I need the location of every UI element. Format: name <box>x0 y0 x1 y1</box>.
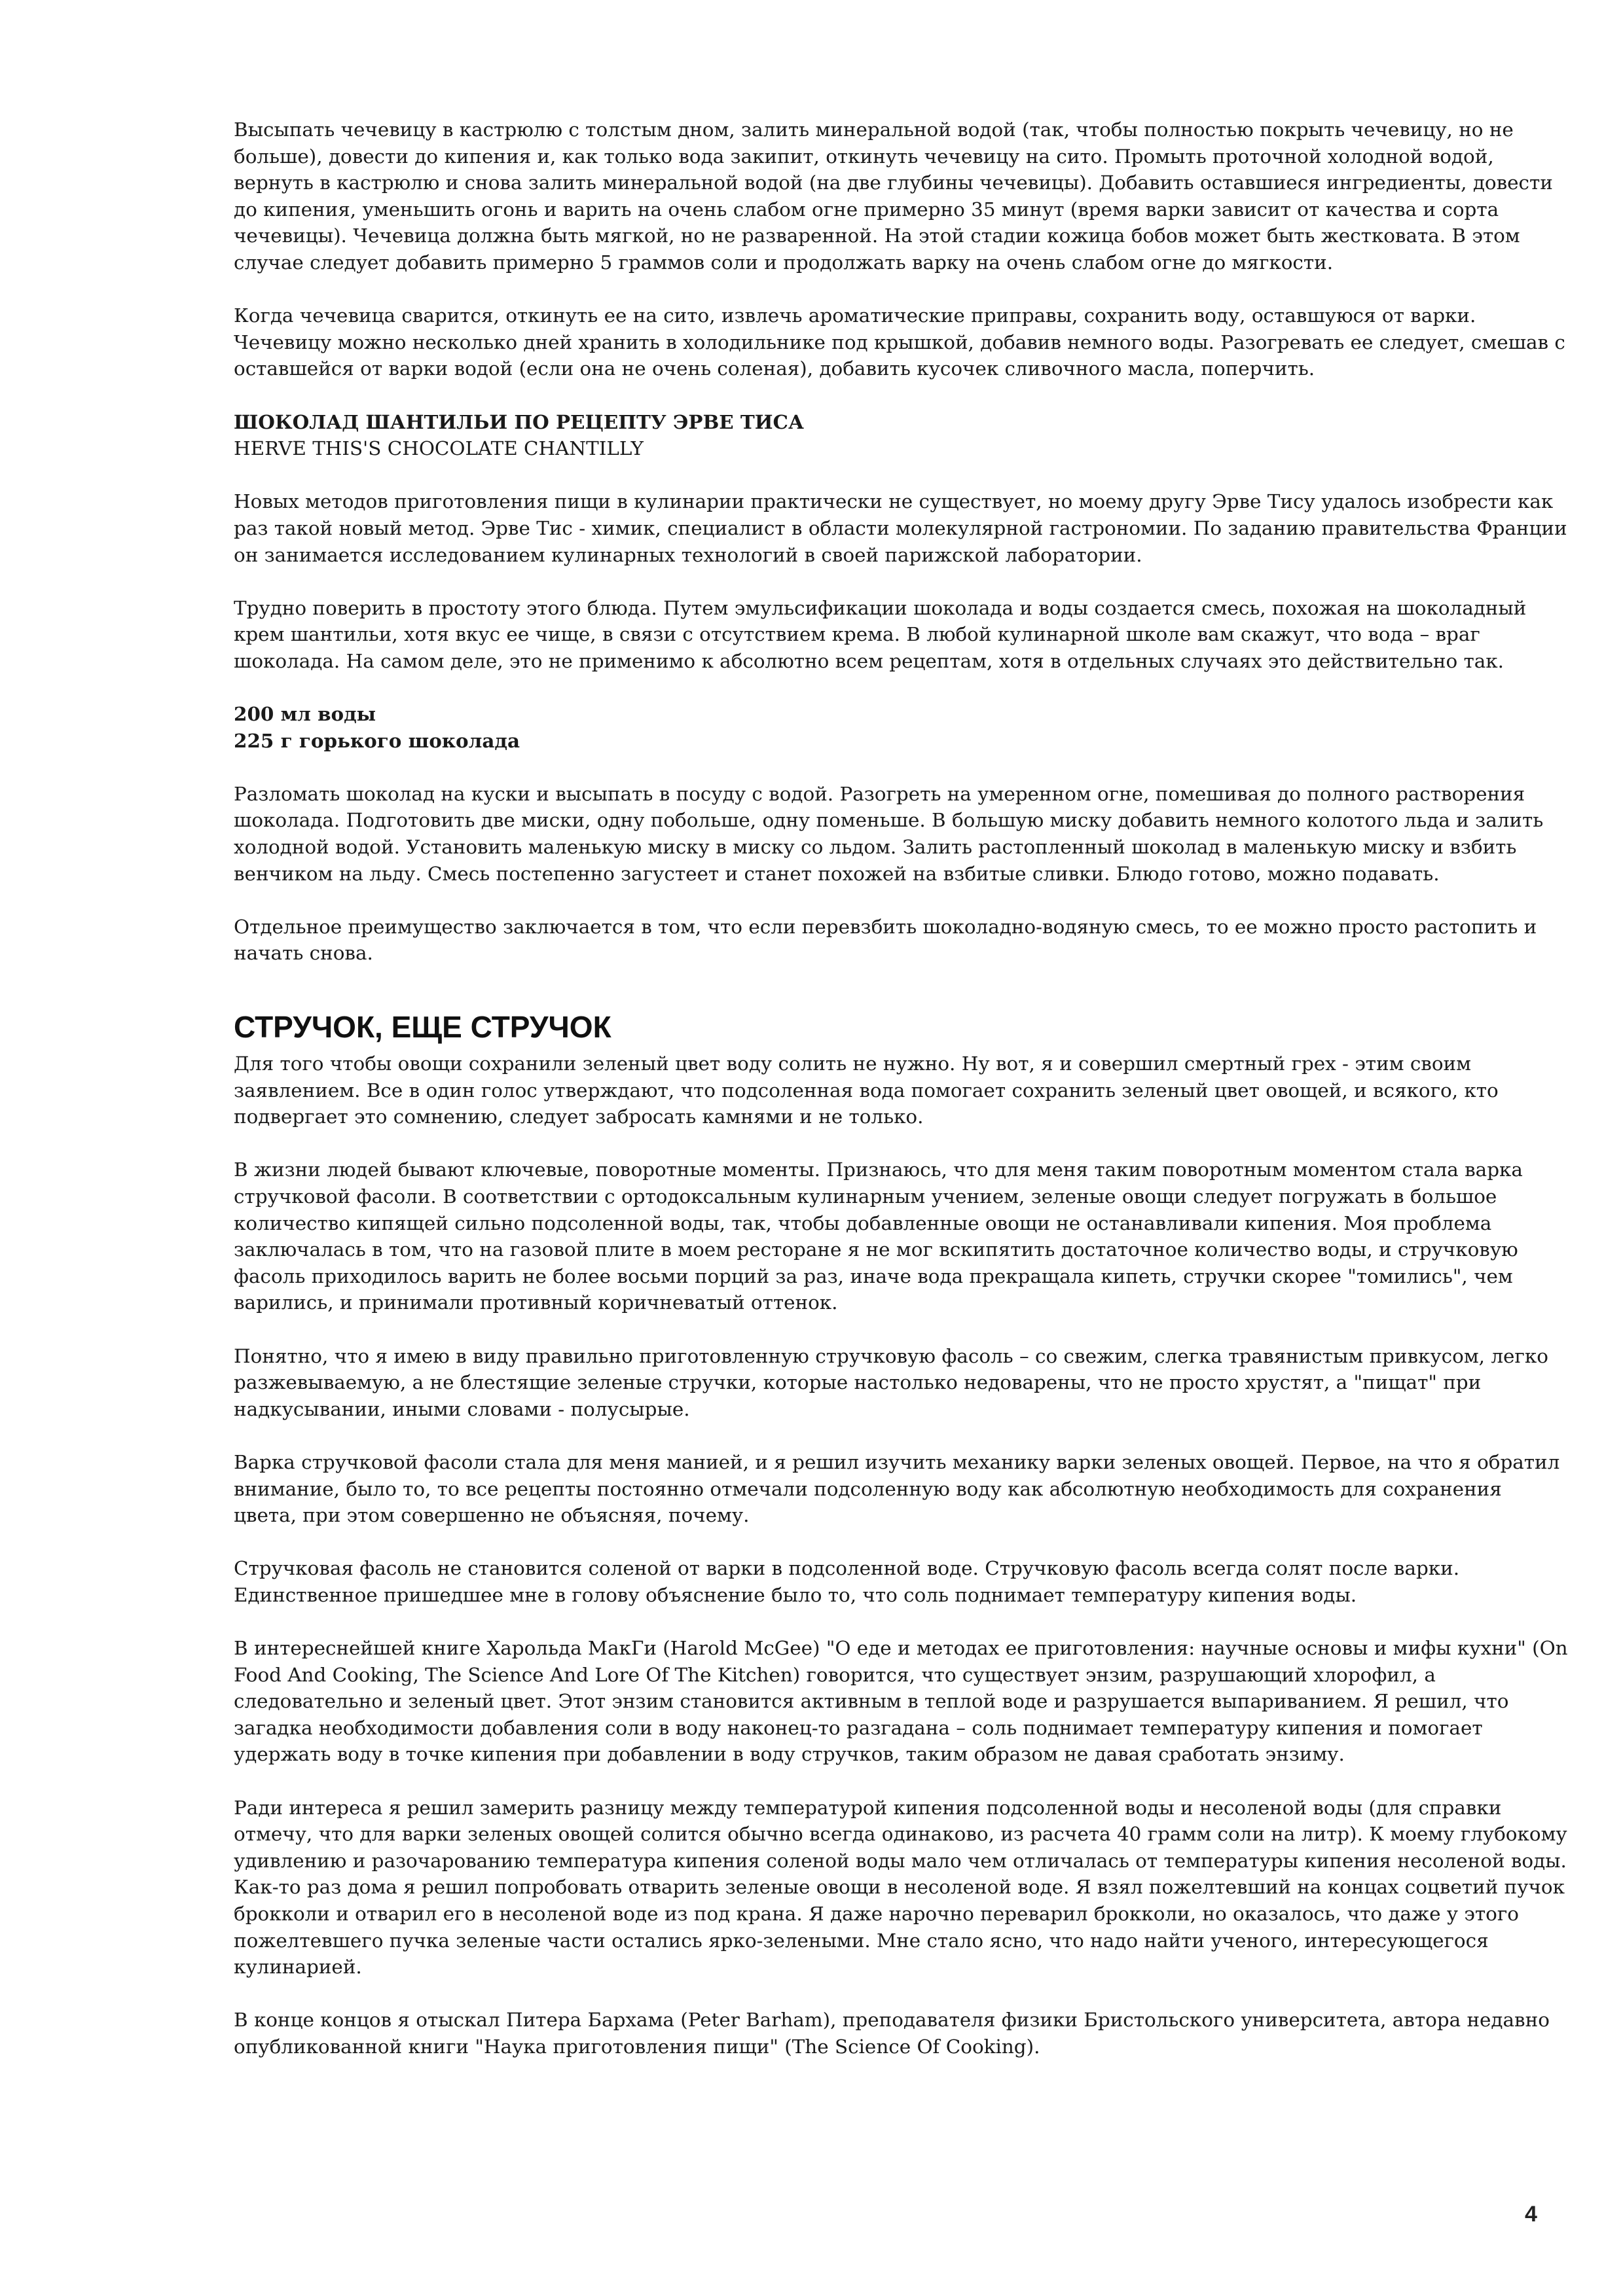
paragraph-salted-water: Стручковая фасоль не становится соленой от варки в подсоленной воде. Стручковую фасоль всегда солят после варки. Единственное пришедшее мне в голову объяснение было то, что соль поднимает температуру кипения воды. <box>234 1557 1460 1606</box>
paragraph-salt-claim: Для того чтобы овощи сохранили зеленый цвет воду солить не нужно. Ну вот, я и совершил смертный грех - этим своим заявлением. Все в один голос утверждают, что подсоленная вода помогает сохранить зеленый цвет овощей, и всякого, кто подвергает это сомнению, следует забросать камнями и не только. <box>234 1052 1499 1128</box>
paragraph-emulsion: Трудно поверить в простоту этого блюда. Путем эмульсификации шоколада и воды создается смесь, похожая на шоколадный крем шантильи, хотя вкус ее чище, в связи с отсутствием крема. В любой кулинарной школе вам скажут, что вода – враг шоколада. На самом деле, это не применимо к абсолютно всем рецептам, хотя в отдельных случаях это действительно так. <box>234 596 1527 672</box>
page-content <box>234 117 1569 2060</box>
paragraph-herve-this-intro: Новых методов приготовления пищи в кулинарии практически не существует, но моему другу Эрве Тису удалось изобрести как раз такой новый метод. Эрве Тис - химик, специалист в области молекулярной гастрономии. По заданию правительства Франции он занимается исследованием кулинарных технологий в своей парижской лаборатории. <box>234 490 1567 566</box>
paragraph-mcgee: В интереснейшей книге Харольда МакГи (Harold McGee) "О еде и методах ее приготовления: научные основы и мифы кухни" (On Food And Cooking, The Science And Lore Of The Kitchen) говорится, что существует энзим, разрушающий хлорофил, а следовательно и зеленый цвет. Этот энзим становится активным в теплой воде и разрушается выпариванием. Я решил, что загадка необходимости добавления соли в воду наконец-то разгадана – соль поднимает температуру кипения и помогает удержать воду в точке кипения при добавлении в воду стручков, таким образом не давая сработать энзиму. <box>234 1637 1568 1766</box>
paragraph-method: Разломать шоколад на куски и высыпать в посуду с водой. Разогреть на умеренном огне, помешивая до полного растворения шоколада. Подготовить две миски, одну побольше, одну поменьше. В большую миску добавить немного колотого льда и залить холодной водой. Установить маленькую миску в миску со льдом. Залить растопленный шоколад в маленькую миску и взбить венчиком на льду. Смесь постепенно загустеет и станет похожей на взбитые сливки. Блюдо готово, можно подавать. <box>234 782 1544 885</box>
paragraph-barham: В конце концов я отыскал Питера Бархама (Peter Barham), преподавателя физики Бристольского университета, автора недавно опубликованной книги "Наука приготовления пищи" (The Science Of Cooking). <box>234 2009 1550 2058</box>
paragraph-lentil-cooking: Высыпать чечевицу в кастрюлю с толстым дном, залить минеральной водой (так, чтобы полностью покрыть чечевицу, но не больше), довести до кипения и, как только вода закипит, откинуть чечевицу на сито. Промыть проточной холодной водой, вернуть в кастрюлю и снова залить минеральной водой (на две глубины чечевицы). Добавить оставшиеся ингредиенты, довести до кипения, уменьшить огонь и варить на очень слабом огне примерно 35 минут (время варки зависит от качества и сорта чечевицы). Чечевица должна быть мягкой, но не разваренной. На этой стадии кожица бобов может быть жестковата. В этом случае следует добавить примерно 5 граммов соли и продолжать варку на очень слабом огне до мягкости. <box>234 118 1553 274</box>
section-heading: СТРУЧОК, ЕЩЕ СТРУЧОК <box>234 1010 611 1044</box>
paragraph-experiment: Ради интереса я решил замерить разницу между температурой кипения подсоленной воды и несоленой воды (для справки отмечу, что для варки зеленых овощей солится обычно всегда одинаково, из расчета 40 грамм соли на литр). К моему глубокому удивлению и разочарованию температура кипения соленой воды мало чем отличалась от температуры кипения несоленой воды. Как-то раз дома я решил попробовать отварить зеленые овощи в несоленой воде. Я взял пожелтевший на концах соцветий пучок брокколи и отварил его в несоленой воде из под крана. Я даже нарочно переварил брокколи, но оказалось, что даже у этого пожелтевшего пучка зеленые части остались ярко-зелеными. Мне стало ясно, что надо найти ученого, интересующегося кулинарией. <box>234 1796 1567 1979</box>
recipe-subtitle: HERVE THIS'S CHOCOLATE CHANTILLY <box>234 437 644 460</box>
paragraph-advantage: Отдельное преимущество заключается в том, что если перевзбить шоколадно-водяную смесь, то ее можно просто растопить и начать снова. <box>234 915 1537 965</box>
ingredient-water: 200 мл воды <box>234 702 376 726</box>
paragraph-lentil-storage: Когда чечевица сварится, откинуть ее на сито, извлечь ароматические приправы, сохранить воду, оставшуюся от варки. Чечевицу можно несколько дней хранить в холодильнике под крышкой, добавив немного воды. Разогревать ее следует, смешав с оставшейся от варки водой (если она не очень соленая), добавить кусочек сливочного масла, поперчить. <box>234 304 1565 380</box>
paragraph-proper-beans: Понятно, что я имею в виду правильно приготовленную стручковую фасоль – со свежим, слегка травянистым привкусом, легко разжевываемую, а не блестящие зеленые стручки, которые настолько недоварены, что не просто хрустят, а "пищат" при надкусывании, иными словами - полусырые. <box>234 1344 1548 1420</box>
ingredient-chocolate: 225 г горького шоколада <box>234 728 520 752</box>
paragraph-turning-point: В жизни людей бывают ключевые, поворотные моменты. Признаюсь, что для меня таким поворотным моментом стала варка стручковой фасоли. В соответствии с ортодоксальным кулинарным учением, зеленые овощи следует погружать в большое количество кипящей сильно подсоленной воды, так, чтобы добавленные овощи не останавливали кипения. Моя проблема заключалась в том, что на газовой плите в моем ресторане я не мог вскипятить достаточное количество воды, и стручковую фасоль приходилось варить не более восьми порций за раз, иначе вода прекращала кипеть, стручки скорее "томились", чем варились, и принимали противный коричневатый оттенок. <box>234 1158 1523 1314</box>
recipe-title: ШОКОЛАД ШАНТИЛЬИ ПО РЕЦЕПТУ ЭРВЕ ТИСА <box>234 410 804 433</box>
page-number: 4 <box>1525 2202 1537 2227</box>
paragraph-mania: Варка стручковой фасоли стала для меня манией, и я решил изучить механику варки зеленых овощей. Первое, на что я обратил внимание, было то, то все рецепты постоянно отмечали подсоленную воду как абсолютную необходимость для сохранения цвета, при этом совершенно не объясняя, почему. <box>234 1450 1560 1527</box>
